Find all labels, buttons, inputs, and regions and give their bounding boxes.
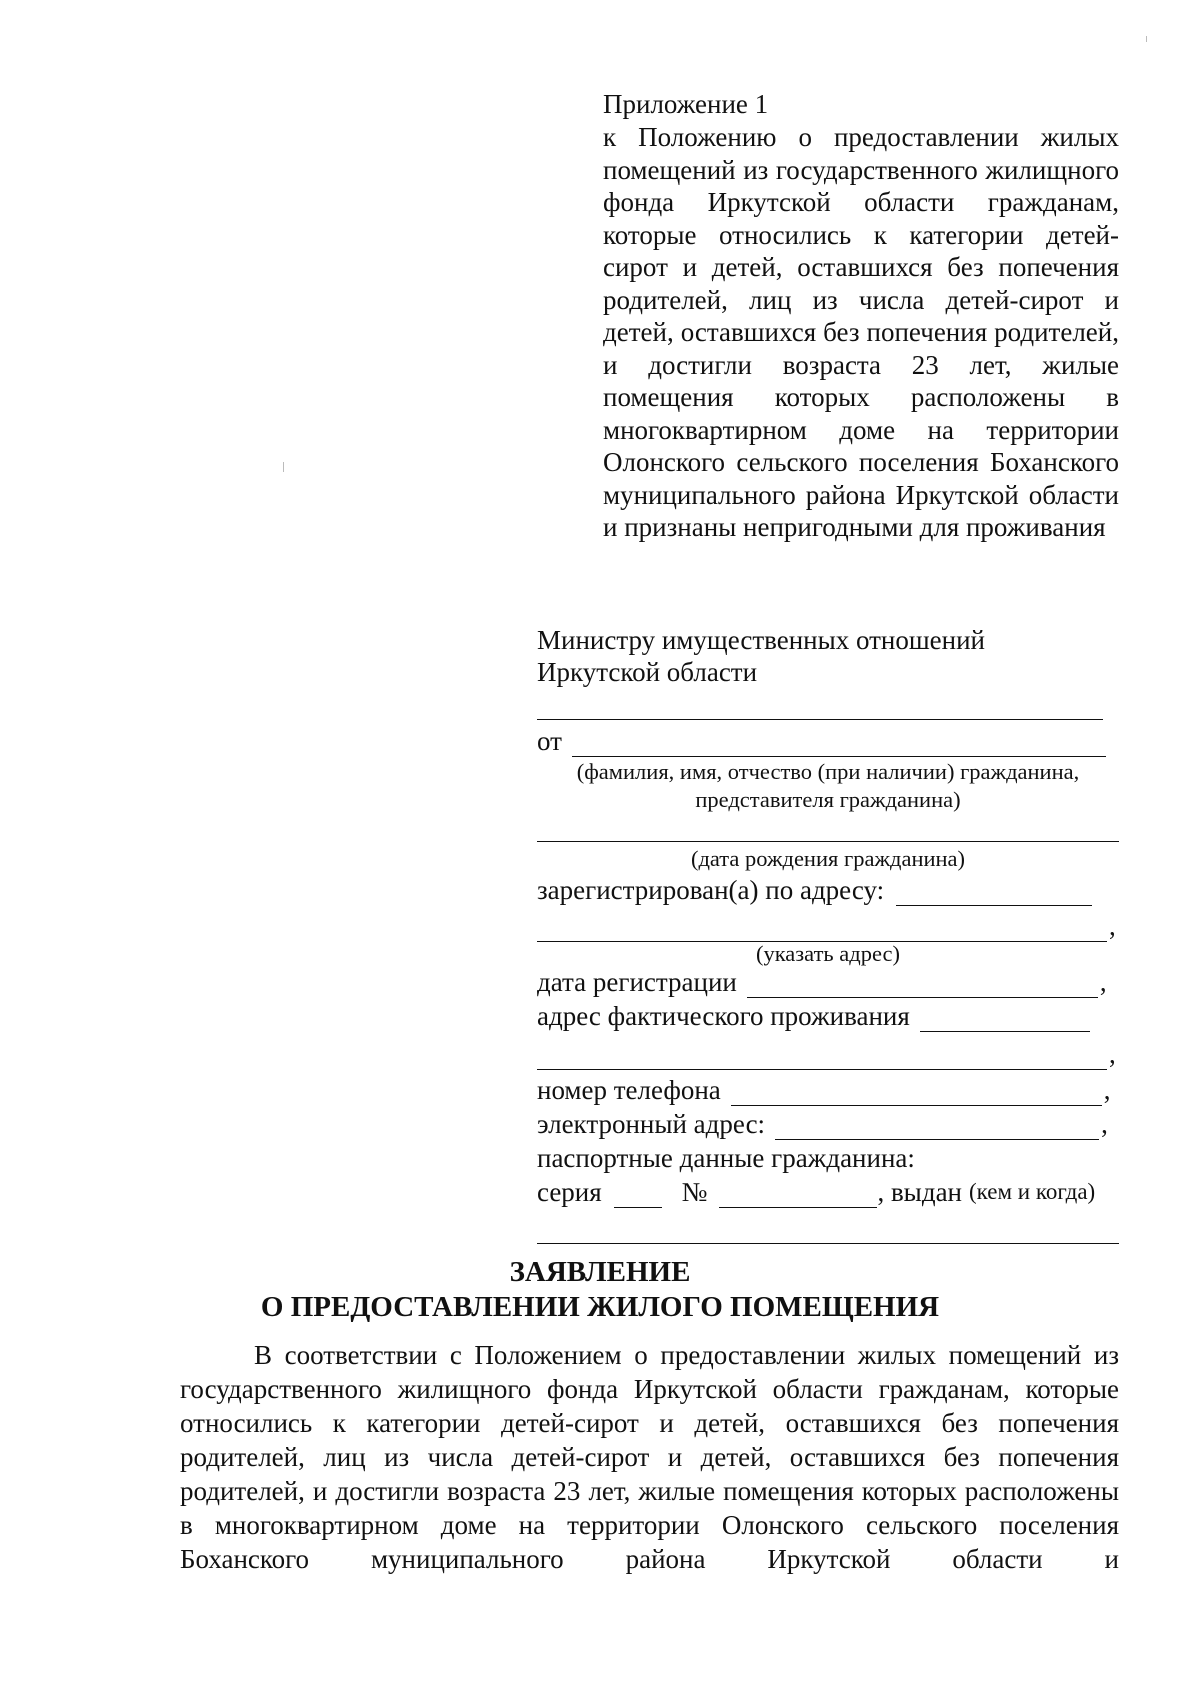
scan-mark bbox=[1146, 36, 1147, 42]
from-field bbox=[537, 725, 1106, 757]
comma: , bbox=[1103, 1075, 1111, 1105]
registration-date-field bbox=[537, 966, 1107, 998]
birth-date-caption: (дата рождения гражданина) bbox=[690, 846, 966, 871]
issued-hint: (кем и когда) bbox=[969, 1179, 1096, 1204]
registered-address-line-2[interactable] bbox=[537, 917, 1107, 942]
phone-input-line[interactable] bbox=[731, 1081, 1102, 1106]
passport-label-line bbox=[537, 1142, 915, 1174]
birth-date-line[interactable] bbox=[537, 841, 1119, 842]
statement-title: ЗАЯВЛЕНИЕ bbox=[509, 1256, 691, 1288]
address-caption: (указать адрес) bbox=[755, 941, 901, 966]
addressee-line-1: Министру имущественных отношений bbox=[537, 625, 986, 655]
series-label: серия bbox=[537, 1177, 602, 1207]
issued-by-line[interactable] bbox=[537, 1243, 1119, 1244]
number-input-line[interactable] bbox=[719, 1183, 877, 1208]
from-input-line[interactable] bbox=[572, 732, 1106, 757]
addressee-blank-line[interactable] bbox=[537, 719, 1103, 720]
passport-field bbox=[537, 1176, 1095, 1208]
scan-mark bbox=[283, 462, 284, 472]
registered-address-continuation bbox=[537, 910, 1116, 942]
actual-address-line-2[interactable] bbox=[537, 1045, 1107, 1070]
phone-field bbox=[537, 1074, 1111, 1106]
statement-body: В соответствии с Положением о предоставлении жилых помещений из государственного жилищного фонда Иркутской области гражданам, которые относились к категории детей-сирот и детей, оставшихся без попечения родителей, лиц из числа детей-сирот и детей, оставшихся без попечения родителей, и достигли возраста 23 лет, жилые помещения которых расположены в многоквартирном доме на территории Олонского сельского поселения Боханского муниципального района Иркутской области и bbox=[180, 1340, 1119, 1574]
registration-date-input-line[interactable] bbox=[747, 973, 1098, 998]
actual-address-continuation bbox=[537, 1038, 1116, 1070]
email-input-line[interactable] bbox=[775, 1115, 1099, 1140]
email-field bbox=[537, 1108, 1108, 1140]
issued-label: , выдан bbox=[877, 1177, 962, 1207]
from-label: от bbox=[537, 726, 562, 756]
name-caption-2: представителя гражданина) bbox=[695, 787, 961, 812]
passport-label: паспортные данные гражданина: bbox=[537, 1143, 915, 1173]
comma: , bbox=[1109, 1039, 1116, 1069]
registered-address-field bbox=[537, 874, 1092, 906]
phone-label: номер телефона bbox=[537, 1075, 721, 1105]
name-caption-1: (фамилия, имя, отчество (при наличии) гражданина, bbox=[576, 759, 1080, 784]
appendix-text: к Положению о предоставлении жилых помещений из государственного жилищного фонда Иркутской области гражданам, которые относились к категории детей-сирот и детей, оставшихся без попечения родителей, лиц из числа детей-сирот и детей, оставшихся без попечения родителей, и достигли возраста 23 лет, жилые помещения которых расположены в многоквартирном доме на территории Олонского сельского поселения Боханского муниципального района Иркутской области и признаны непригодными для проживания bbox=[603, 122, 1119, 542]
actual-address-label: адрес фактического проживания bbox=[537, 1001, 910, 1031]
addressee-line-2: Иркутской области bbox=[537, 657, 758, 687]
statement-subtitle: О ПРЕДОСТАВЛЕНИИ ЖИЛОГО ПОМЕЩЕНИЯ bbox=[260, 1291, 940, 1323]
number-label: № bbox=[681, 1177, 708, 1207]
registration-date-label: дата регистрации bbox=[537, 967, 737, 997]
email-label: электронный адрес: bbox=[537, 1109, 766, 1139]
comma: , bbox=[1099, 967, 1107, 997]
actual-address-input-line[interactable] bbox=[920, 1007, 1090, 1032]
registered-label: зарегистрирован(а) по адресу: bbox=[537, 875, 885, 905]
appendix-title: Приложение 1 bbox=[603, 89, 769, 119]
series-input-line[interactable] bbox=[614, 1183, 662, 1208]
registered-address-input-line[interactable] bbox=[896, 881, 1092, 906]
actual-address-field bbox=[537, 1000, 1090, 1032]
comma: , bbox=[1101, 1109, 1108, 1139]
comma: , bbox=[1109, 911, 1116, 941]
